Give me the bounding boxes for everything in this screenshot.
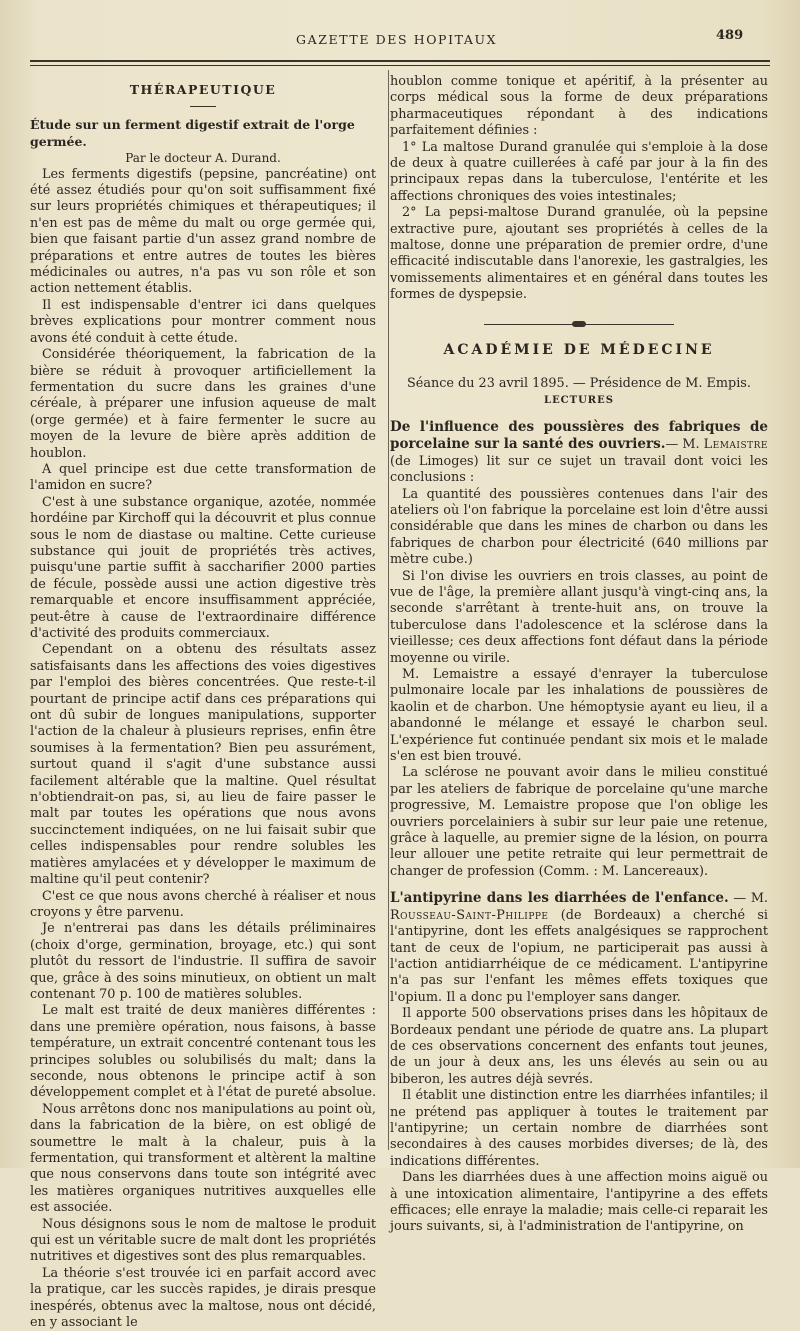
lectures-heading: LECTURES xyxy=(544,394,614,406)
paragraph: Il est indispensable d'entrer ici dans quelques brèves explications pour montrer comment nous avons été conduit à cette étude. xyxy=(30,297,376,346)
paragraph: C'est à une substance organique, azotée, nommée hordéine par Kirchoff qui la découvrit et plus connue sous le nom de diastase ou maltine. Cette curieuse substance qui jouit de propriétés très actives, puisqu'une partie suffit à saccharifier 2000 parties de fécule, possède aussi une action digestive très remarquable et encore insuffisamment appréciée, peut-être à cause de l'extraordinaire différence d'activité des produits commerciaux. xyxy=(30,494,376,641)
paragraph: Il établit une distinction entre les diarrhées infantiles; il ne prétend pas appliquer à toutes le traitement par l'antipyrine; un certain nombre de diarrhées sont secondaires à des causes morbides diverses; de là, des indications différentes. xyxy=(390,1088,768,1169)
paragraph: Le malt est traité de deux manières différentes : dans une première opération, nous faisons, à basse température, un extrait concentré contenant tous les principes solubles ou solubilisés du malt; dans la seconde, nous obtenons le principe actif à son développement complet et à l'état de pureté absolue. xyxy=(30,1003,377,1101)
left-column xyxy=(30,74,376,1331)
paragraph: A quel principe est due cette transformation de l'amidon en sucre? xyxy=(30,461,376,494)
academy-heading: ACADÉMIE DE MÉDECINE xyxy=(443,341,715,358)
page-number: 489 xyxy=(716,28,744,43)
byline: Par le docteur A. Durand. xyxy=(125,151,281,166)
column-divider xyxy=(388,70,389,1150)
journal-title: GAZETTE DES HOPITAUX xyxy=(296,32,498,47)
paragraph: 2° La pepsi-maltose Durand granulée, où la pepsine extractive pure, ajoutant ses propriétés à celles de la maltose, donne une préparation de premier ordre, d'une efficacité indiscutable dans l'anorexie, les gastralgies, les vomissements alimentaires et en général dans toutes les formes de dyspepsie. xyxy=(390,205,768,303)
paragraph: La sclérose ne pouvant avoir dans le milieu constitué par les ateliers de fabrique de porcelaine qu'une marche progressive, M. Lemaistre propose que l'on oblige les ouvriers porcelainiers à subir sur leur paie une retenue, grâce à laquelle, au premier signe de la lésion, on pourra leur allouer une petite retraite qui leur permettrait de changer de profession (Comm. : M. Lancereaux). xyxy=(390,765,768,879)
right-column xyxy=(390,74,768,1236)
paragraph: 1° La maltose Durand granulée qui s'emploie à la dose de deux à quatre cuillerées à café par jour à la fin des principaux repas dans la tuberculose, l'entérite et les affections chroniques des voies intestinales; xyxy=(390,139,768,204)
ornamental-rule xyxy=(484,320,674,328)
paragraph: Je n'entrerai pas dans les détails préliminaires (choix d'orge, germination, broyage, etc.) qui sont plutôt du ressort de l'industrie. Il suffira de savoir que, grâce à des soins minutieux, on obtient un malt contenant 70 p. 100 de matières solubles. xyxy=(30,921,376,1002)
paragraph: Nous arrêtons donc nos manipulations au point où, dans la fabrication de la bière, on est obligé de soumettre le malt à la chaleur, puis à la fermentation, qui transforment et altèrent la maltine que nous conservons dans toute son intégrité avec les matières organiques nutritives auxquelles elle est associée. xyxy=(30,1101,376,1216)
article-lead: L'antipyrine dans les diarrhées de l'enfance. — M. Rousseau-Saint-Philippe (de Bordeaux) a cherché si l'antipyrine, dont les effets analgésiques se rapprochent tant de ceux de l'opium, ne participerait pas aussi à l'action antidiarrhéique de ce médicament. L'antipyrine n'a pas sur l'enfant les mêmes effets toxiques que l'opium. Il a donc pu l'employer sans danger. xyxy=(390,890,768,1005)
paragraph: Si l'on divise les ouvriers en trois classes, au point de vue de l'âge, la première allant jusqu'à vingt-cinq ans, la seconde s'arrêtant à trente-huit ans, on trouve la tuberculose dans l'adolescence et la sclérose dans la vieillesse; ces deux affections font défaut dans la période moyenne ou virile. xyxy=(390,568,768,666)
article-title: De l'influence des poussières des fabriques de porcelaine sur la santé des ouvriers. xyxy=(390,418,768,453)
article-title: Étude sur un ferment digestif extrait de l'orge germée. xyxy=(30,117,355,149)
section-rule xyxy=(190,106,216,107)
author-name: Lemaistre xyxy=(703,437,768,453)
article-lead: De l'influence des poussières des fabriques de porcelaine sur la santé des ouvriers.— M. Lemaistre (de Limoges) lit sur ce sujet un travail dont voici les conclusions : xyxy=(390,418,768,486)
paragraph: Les ferments digestifs (pepsine, pancréatine) ont été assez étudiés pour qu'on soit suffisamment fixé sur leurs propriétés chimiques et thérapeutiques; il n'en est pas de même du malt ou orge germée qui, bien que faisant partie d'un assez grand nombre de préparations et entre autres de toutes les bières médicinales ou autres, n'a pas vu son rôle et son action nettement établis. xyxy=(30,166,376,297)
paragraph: houblon comme tonique et apéritif, à la présenter au corps médical sous la forme de deux préparations pharmaceutiques répondant à des indications parfaitement définies : xyxy=(390,74,768,139)
header-rule xyxy=(30,60,770,62)
paragraph: Considérée théoriquement, la fabrication de la bière se réduit à provoquer artificiellement la fermentation du sucre dans les graines d'une céréale, à préparer une infusion aqueuse de malt (orge germée) et à faire fermenter le sucre au moyen de la levure de bière après addition de houblon. xyxy=(30,347,376,461)
running-head xyxy=(0,28,800,48)
section-heading: THÉRAPEUTIQUE xyxy=(129,82,277,97)
author-name: Rousseau-Saint-Philippe xyxy=(390,907,549,923)
paragraph: La théorie s'est trouvée ici en parfait accord avec la pratique, car les succès rapides, je dirais presque inespérés, obtenus avec la maltose, nous ont décidé, en y associant le xyxy=(30,1265,376,1331)
header-rule-thin xyxy=(30,65,770,66)
paragraph: Il apporte 500 observations prises dans les hôpitaux de Bordeaux pendant une période de quatre ans. La plupart de ces observations concernent des enfants tout jeunes, de un jour à deux ans, les uns élevés au sein ou au biberon, les autres déjà sevrés. xyxy=(390,1006,768,1087)
paragraph: C'est ce que nous avons cherché à réaliser et nous croyons y être parvenu. xyxy=(30,888,376,920)
paragraph: Cependant on a obtenu des résultats assez satisfaisants dans les affections des voies digestives par l'emploi des bières concentrées. Que reste-t-il pourtant de principe actif dans ces préparations qui ont dû subir de longues manipulations, supporter l'action de la chaleur à plusieurs reprises, enfin être soumises à la fermentation? Bien peu assurément, surtout quand il s'agit d'une substance aussi facilement altérable que la maltine. Quel résultat n'obtiendrait-on pas, si, au lieu de faire passer le malt par toutes les opérations que nous avons succinctement indiquées, on ne lui faisait subir que celles indispensables pour rendre solubles les matières amylacées et y développer le maximum de maltine qu'il peut contenir? xyxy=(30,642,376,888)
paragraph: Nous désignons sous le nom de maltose le produit qui est un véritable sucre de malt dont les propriétés nutritives et digestives sont des plus remarquables. xyxy=(30,1216,376,1265)
paragraph: La quantité des poussières contenues dans l'air des ateliers où l'on fabrique la porcelaine est loin d'être aussi considérable que dans les mines de charbon ou dans les fabriques de charbon pour électricité (640 millions par mètre cube.) xyxy=(390,486,768,568)
paragraph: M. Lemaistre a essayé d'enrayer la tuberculose pulmonaire locale par les inhalations de poussières de kaolin et de charbon. Une hémoptysie ayant eu lieu, il a abandonné le mélange et essayé le charbon seul. L'expérience fut continuée pendant six mois et le malade s'en est bien trouvé. xyxy=(390,667,768,765)
paragraph: Dans les diarrhées dues à une affection moins aiguë ou à une intoxication alimentaire, l'antipyrine a des effets efficaces; elle enraye la maladie; mais celle-ci reparait les jours suivants, si, à l'administration de l'antipyrine, on xyxy=(390,1170,768,1235)
session-line: Séance du 23 avril 1895. — Présidence de M. Empis. xyxy=(407,376,751,392)
article-title: L'antipyrine dans les diarrhées de l'enfance. xyxy=(390,890,729,907)
